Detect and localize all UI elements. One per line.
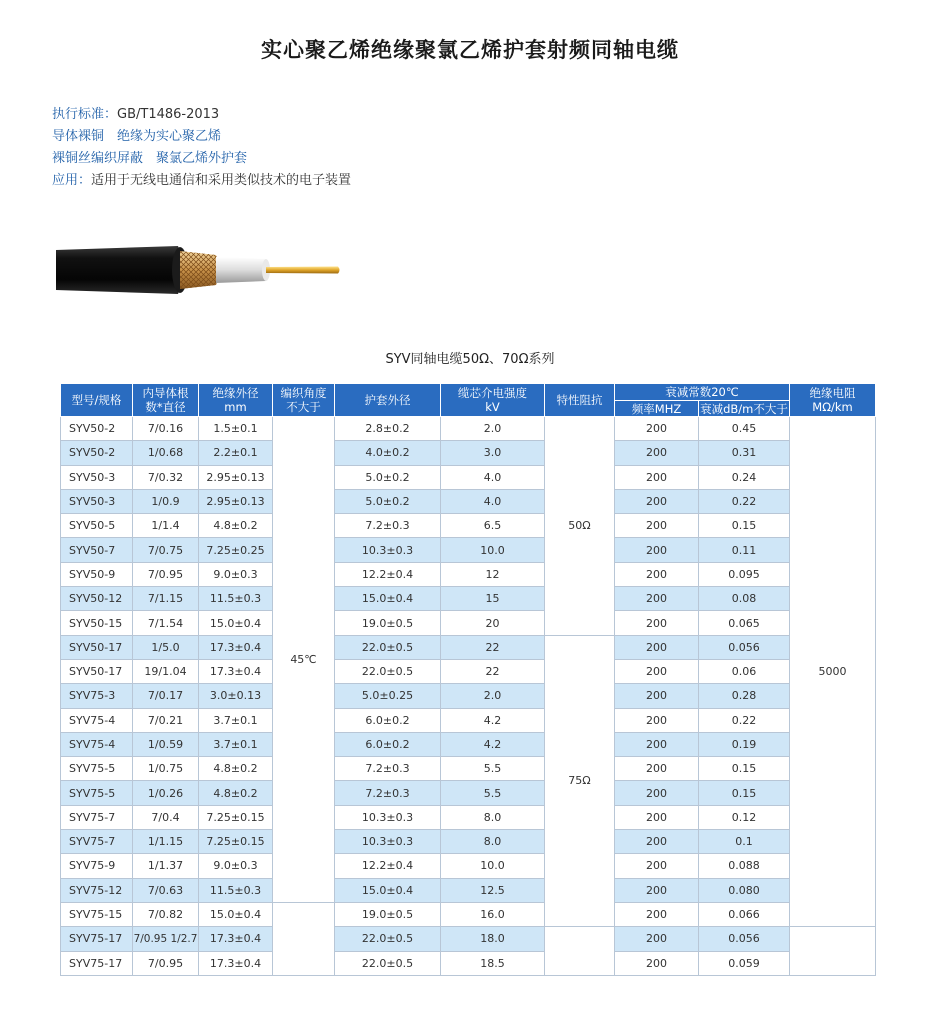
cell-sheath: 12.2±0.4 — [335, 854, 441, 878]
cell-insulation: 7.25±0.15 — [199, 805, 273, 829]
cell-voltage: 3.0 — [441, 441, 545, 465]
cell-voltage: 4.0 — [441, 465, 545, 489]
th-voltage — [441, 384, 545, 417]
cell-voltage: 2.0 — [441, 417, 545, 441]
cell-voltage: 5.5 — [441, 757, 545, 781]
th-conductor-l1: 内导体根 — [142, 386, 189, 400]
cable-dielectric — [216, 257, 268, 283]
cell-insulation: 7.25±0.15 — [199, 830, 273, 854]
cell-voltage: 12 — [441, 562, 545, 586]
table-row — [61, 830, 876, 854]
cell-conductor: 7/0.63 — [133, 878, 199, 902]
spec-conductor-insulation: 导体裸铜 绝缘为实心聚乙烯 — [52, 129, 222, 144]
cell-sheath: 2.8±0.2 — [335, 417, 441, 441]
th-sheath: 护套外径 — [335, 384, 441, 417]
cell-insulation: 15.0±0.4 — [199, 611, 273, 635]
cell-model: SYV50-15 — [61, 611, 133, 635]
cell-model: SYV50-9 — [61, 562, 133, 586]
cell-frequency: 200 — [615, 562, 699, 586]
table-row — [61, 587, 876, 611]
table-row — [61, 708, 876, 732]
th-insulation — [199, 384, 273, 417]
cell-model: SYV50-17 — [61, 635, 133, 659]
cell-attenuation: 0.1 — [699, 830, 790, 854]
cell-frequency: 200 — [615, 757, 699, 781]
cell-voltage: 5.5 — [441, 781, 545, 805]
cell-attenuation: 0.095 — [699, 562, 790, 586]
cell-conductor: 1/0.59 — [133, 732, 199, 756]
th-resistance — [790, 384, 876, 417]
standard-value: GB/T1486-2013 — [117, 107, 220, 122]
cell-attenuation: 0.22 — [699, 708, 790, 732]
th-resistance-l1: 绝缘电阻 — [809, 386, 856, 400]
cell-frequency: 200 — [615, 417, 699, 441]
cell-conductor: 7/0.4 — [133, 805, 199, 829]
cell-voltage: 10.0 — [441, 538, 545, 562]
cell-voltage: 4.2 — [441, 708, 545, 732]
cell-frequency: 200 — [615, 854, 699, 878]
cell-model: SYV50-17 — [61, 659, 133, 683]
cell-impedance-empty — [545, 927, 615, 976]
cell-conductor: 7/1.54 — [133, 611, 199, 635]
table-row — [61, 684, 876, 708]
cell-frequency: 200 — [615, 927, 699, 951]
cell-attenuation: 0.065 — [699, 611, 790, 635]
table-row — [61, 538, 876, 562]
cell-model: SYV50-2 — [61, 417, 133, 441]
cell-model: SYV50-7 — [61, 538, 133, 562]
th-angle-l2: 不大于 — [286, 400, 321, 414]
th-voltage-l2: kV — [485, 400, 500, 414]
table-row — [61, 902, 876, 926]
cell-sheath: 12.2±0.4 — [335, 562, 441, 586]
cell-impedance-50: 50Ω — [545, 417, 615, 636]
cell-conductor: 7/0.32 — [133, 465, 199, 489]
cell-conductor: 7/0.75 — [133, 538, 199, 562]
cell-attenuation: 0.45 — [699, 417, 790, 441]
cell-frequency: 200 — [615, 587, 699, 611]
cell-impedance-75: 75Ω — [545, 635, 615, 927]
cell-frequency: 200 — [615, 732, 699, 756]
cell-sheath: 7.2±0.3 — [335, 757, 441, 781]
table-row — [61, 441, 876, 465]
th-attenuation-value: 衰减dB/m不大于 — [700, 401, 788, 416]
cell-conductor: 1/1.37 — [133, 854, 199, 878]
cell-attenuation: 0.15 — [699, 781, 790, 805]
table-row — [61, 878, 876, 902]
cell-insulation: 3.7±0.1 — [199, 732, 273, 756]
cell-conductor: 7/0.95 1/2.7 — [133, 927, 199, 951]
table-row — [61, 611, 876, 635]
cell-insulation: 15.0±0.4 — [199, 902, 273, 926]
cell-attenuation: 0.12 — [699, 805, 790, 829]
cell-frequency: 200 — [615, 878, 699, 902]
table-row — [61, 659, 876, 683]
cell-conductor: 7/0.21 — [133, 708, 199, 732]
cell-insulation: 11.5±0.3 — [199, 587, 273, 611]
cell-insulation: 2.95±0.13 — [199, 465, 273, 489]
cell-frequency: 200 — [615, 805, 699, 829]
cell-sheath: 7.2±0.3 — [335, 781, 441, 805]
cell-frequency: 200 — [615, 538, 699, 562]
cell-insulation: 3.0±0.13 — [199, 684, 273, 708]
cell-voltage: 15 — [441, 587, 545, 611]
cell-insulation: 7.25±0.25 — [199, 538, 273, 562]
cell-attenuation: 0.24 — [699, 465, 790, 489]
cell-model: SYV75-3 — [61, 684, 133, 708]
cell-frequency: 200 — [615, 514, 699, 538]
cell-voltage: 16.0 — [441, 902, 545, 926]
cell-model: SYV75-15 — [61, 902, 133, 926]
cell-frequency: 200 — [615, 781, 699, 805]
cell-sheath: 19.0±0.5 — [335, 611, 441, 635]
cell-insulation: 4.8±0.2 — [199, 781, 273, 805]
cell-sheath: 22.0±0.5 — [335, 635, 441, 659]
cell-model: SYV75-7 — [61, 805, 133, 829]
cell-sheath: 6.0±0.2 — [335, 708, 441, 732]
cell-insulation: 17.3±0.4 — [199, 927, 273, 951]
cell-attenuation: 0.22 — [699, 489, 790, 513]
cell-model: SYV75-4 — [61, 708, 133, 732]
cell-model: SYV75-7 — [61, 830, 133, 854]
cell-insulation: 1.5±0.1 — [199, 417, 273, 441]
cell-conductor: 19/1.04 — [133, 659, 199, 683]
application-label: 应用： — [52, 173, 92, 188]
cell-sheath: 15.0±0.4 — [335, 587, 441, 611]
cell-voltage: 18.5 — [441, 951, 545, 975]
cell-insulation: 2.2±0.1 — [199, 441, 273, 465]
cell-attenuation: 0.28 — [699, 684, 790, 708]
cell-voltage: 22 — [441, 659, 545, 683]
cell-sheath: 5.0±0.2 — [335, 489, 441, 513]
spec-standard — [52, 104, 351, 126]
th-frequency: 频率MHZ — [615, 401, 699, 417]
cell-voltage: 18.0 — [441, 927, 545, 951]
cell-conductor: 1/1.15 — [133, 830, 199, 854]
cell-conductor: 7/0.82 — [133, 902, 199, 926]
cell-attenuation: 0.088 — [699, 854, 790, 878]
cell-conductor: 1/5.0 — [133, 635, 199, 659]
cell-braid-angle-empty — [273, 902, 335, 975]
cell-voltage: 6.5 — [441, 514, 545, 538]
th-conductor-l2: 数*直径 — [145, 400, 186, 414]
table-row — [61, 635, 876, 659]
cell-model: SYV50-12 — [61, 587, 133, 611]
table-row — [61, 927, 876, 951]
cell-voltage: 12.5 — [441, 878, 545, 902]
cell-attenuation: 0.056 — [699, 635, 790, 659]
cell-sheath: 15.0±0.4 — [335, 878, 441, 902]
th-model: 型号/规格 — [61, 384, 133, 417]
cell-voltage: 4.0 — [441, 489, 545, 513]
cell-model: SYV75-12 — [61, 878, 133, 902]
cell-model: SYV75-5 — [61, 757, 133, 781]
cell-insulation: 9.0±0.3 — [199, 854, 273, 878]
cell-sheath: 22.0±0.5 — [335, 927, 441, 951]
cell-frequency: 200 — [615, 489, 699, 513]
table-row — [61, 781, 876, 805]
cell-voltage: 20 — [441, 611, 545, 635]
cell-frequency: 200 — [615, 830, 699, 854]
cell-conductor: 1/1.4 — [133, 514, 199, 538]
cell-model: SYV50-3 — [61, 489, 133, 513]
cell-insulation: 4.8±0.2 — [199, 757, 273, 781]
spec-application — [52, 170, 351, 192]
cell-conductor: 7/0.95 — [133, 951, 199, 975]
cell-attenuation: 0.15 — [699, 757, 790, 781]
header-row-1 — [61, 384, 876, 401]
cell-conductor: 1/0.9 — [133, 489, 199, 513]
application-value: 适用于无线电通信和采用类似技术的电子装置 — [91, 173, 352, 188]
page-title: 实心聚乙烯绝缘聚氯乙烯护套射频同轴电缆 — [261, 38, 679, 62]
cell-sheath: 5.0±0.25 — [335, 684, 441, 708]
table-row — [61, 562, 876, 586]
cell-attenuation: 0.080 — [699, 878, 790, 902]
cell-attenuation: 0.31 — [699, 441, 790, 465]
cell-voltage: 8.0 — [441, 805, 545, 829]
cell-frequency: 200 — [615, 465, 699, 489]
cell-frequency: 200 — [615, 659, 699, 683]
standard-label: 执行标准： — [52, 107, 118, 122]
table-row — [61, 757, 876, 781]
th-resistance-l2: MΩ/km — [812, 400, 853, 414]
cell-model: SYV75-17 — [61, 927, 133, 951]
cell-frequency: 200 — [615, 902, 699, 926]
cell-insulation: 17.3±0.4 — [199, 659, 273, 683]
cell-sheath: 10.3±0.3 — [335, 830, 441, 854]
cell-insulation: 3.7±0.1 — [199, 708, 273, 732]
cable-jacket — [56, 246, 183, 294]
cell-resistance-empty — [790, 927, 876, 976]
cell-attenuation: 0.08 — [699, 587, 790, 611]
cell-attenuation: 0.19 — [699, 732, 790, 756]
cell-insulation: 9.0±0.3 — [199, 562, 273, 586]
table-title: SYV同轴电缆50Ω、70Ω系列 — [385, 352, 555, 367]
cell-attenuation: 0.11 — [699, 538, 790, 562]
cell-braid-angle: 45℃ — [273, 417, 335, 903]
table-row — [61, 489, 876, 513]
cell-conductor: 7/1.15 — [133, 587, 199, 611]
cell-frequency: 200 — [615, 441, 699, 465]
cell-voltage: 8.0 — [441, 830, 545, 854]
cell-voltage: 2.0 — [441, 684, 545, 708]
cell-frequency: 200 — [615, 708, 699, 732]
cell-model: SYV50-2 — [61, 441, 133, 465]
th-attenuation: 衰减常数20℃ — [615, 384, 790, 401]
th-impedance: 特性阻抗 — [545, 384, 615, 417]
cell-voltage: 22 — [441, 635, 545, 659]
th-insulation-l1: 绝缘外径 — [212, 386, 259, 400]
table-row — [61, 854, 876, 878]
cell-frequency: 200 — [615, 684, 699, 708]
table-row — [61, 732, 876, 756]
cell-insulation-resistance: 5000 — [790, 417, 876, 927]
cable-inner-conductor — [266, 267, 340, 274]
cell-sheath: 22.0±0.5 — [335, 951, 441, 975]
cell-attenuation: 0.066 — [699, 902, 790, 926]
cell-conductor: 7/0.95 — [133, 562, 199, 586]
cell-conductor: 7/0.16 — [133, 417, 199, 441]
cell-insulation: 11.5±0.3 — [199, 878, 273, 902]
cell-insulation: 4.8±0.2 — [199, 514, 273, 538]
cell-model: SYV50-3 — [61, 465, 133, 489]
spec-shield-sheath: 裸铜丝编织屏蔽 聚氯乙烯外护套 — [52, 151, 248, 166]
cell-model: SYV50-5 — [61, 514, 133, 538]
cell-sheath: 5.0±0.2 — [335, 465, 441, 489]
cell-frequency: 200 — [615, 951, 699, 975]
th-conductor — [133, 384, 199, 417]
cell-conductor: 1/0.26 — [133, 781, 199, 805]
table-row — [61, 514, 876, 538]
table-row — [61, 465, 876, 489]
cell-insulation: 17.3±0.4 — [199, 951, 273, 975]
table-row — [61, 951, 876, 975]
cell-model: SYV75-4 — [61, 732, 133, 756]
cell-conductor: 7/0.17 — [133, 684, 199, 708]
cell-frequency: 200 — [615, 611, 699, 635]
table-row — [61, 805, 876, 829]
table-row — [61, 417, 876, 441]
cell-sheath: 6.0±0.2 — [335, 732, 441, 756]
cell-model: SYV75-17 — [61, 951, 133, 975]
cell-attenuation: 0.06 — [699, 659, 790, 683]
cell-sheath: 19.0±0.5 — [335, 902, 441, 926]
cell-attenuation: 0.15 — [699, 514, 790, 538]
cell-insulation: 17.3±0.4 — [199, 635, 273, 659]
th-voltage-l1: 缆芯介电强度 — [458, 386, 527, 400]
cell-conductor: 1/0.75 — [133, 757, 199, 781]
cell-conductor: 1/0.68 — [133, 441, 199, 465]
cell-attenuation: 0.059 — [699, 951, 790, 975]
cell-sheath: 4.0±0.2 — [335, 441, 441, 465]
cell-sheath: 10.3±0.3 — [335, 538, 441, 562]
spec-table — [60, 383, 876, 976]
cell-sheath: 22.0±0.5 — [335, 659, 441, 683]
cell-attenuation: 0.056 — [699, 927, 790, 951]
cell-sheath: 10.3±0.3 — [335, 805, 441, 829]
cell-model: SYV75-5 — [61, 781, 133, 805]
cell-insulation: 2.95±0.13 — [199, 489, 273, 513]
th-braid-angle — [273, 384, 335, 417]
cell-voltage: 10.0 — [441, 854, 545, 878]
cell-sheath: 7.2±0.3 — [335, 514, 441, 538]
cell-voltage: 4.2 — [441, 732, 545, 756]
coax-cable-image — [56, 242, 356, 298]
spec-summary — [52, 104, 351, 192]
th-insulation-l2: mm — [224, 400, 247, 414]
th-angle-l1: 编织角度 — [280, 386, 327, 400]
cell-frequency: 200 — [615, 635, 699, 659]
cell-model: SYV75-9 — [61, 854, 133, 878]
